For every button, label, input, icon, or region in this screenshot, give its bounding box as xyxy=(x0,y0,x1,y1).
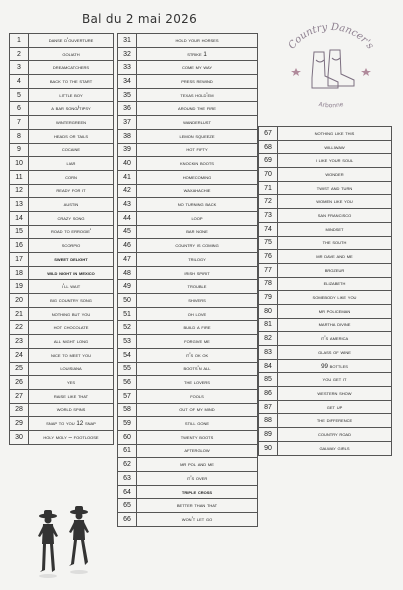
dance-number: 57 xyxy=(118,389,137,403)
page-title: Bal du 2 mai 2026 xyxy=(82,12,198,26)
table-row xyxy=(10,34,114,48)
dance-number: 70 xyxy=(259,168,278,182)
table-row xyxy=(118,239,258,253)
table-row xyxy=(118,75,258,89)
dance-title: twenty boots xyxy=(137,430,258,444)
dance-number: 64 xyxy=(118,485,137,499)
dance-title: elizabeth xyxy=(278,277,392,291)
dance-number: 27 xyxy=(10,389,29,403)
table-row xyxy=(10,307,114,321)
dance-number: 49 xyxy=(118,280,137,294)
table-row xyxy=(259,441,392,455)
dance-number: 60 xyxy=(118,430,137,444)
dance-number: 76 xyxy=(259,250,278,264)
table-row xyxy=(259,291,392,305)
table-row xyxy=(259,387,392,401)
table-row xyxy=(10,211,114,225)
dance-title: trouble xyxy=(137,280,258,294)
dance-number: 75 xyxy=(259,236,278,250)
table-row xyxy=(10,47,114,61)
table-row xyxy=(10,225,114,239)
table-row xyxy=(10,157,114,171)
dance-title: knockin boots xyxy=(137,157,258,171)
dance-title: nothing like this xyxy=(278,127,392,141)
dance-number: 18 xyxy=(10,266,29,280)
table-row xyxy=(118,430,258,444)
table-row xyxy=(118,143,258,157)
table-row xyxy=(118,266,258,280)
table-row xyxy=(118,170,258,184)
dance-number: 22 xyxy=(10,321,29,335)
dance-number: 48 xyxy=(118,266,137,280)
dance-number: 31 xyxy=(118,34,137,48)
boots-logo-icon xyxy=(272,20,390,112)
table-row xyxy=(118,34,258,48)
dance-title: texas hold'em xyxy=(137,88,258,102)
dance-number: 14 xyxy=(10,211,29,225)
dance-number: 83 xyxy=(259,346,278,360)
dance-title: country is coming xyxy=(137,239,258,253)
dance-title: out of my mind xyxy=(137,403,258,417)
table-row xyxy=(259,127,392,141)
dance-title: wonder xyxy=(278,168,392,182)
dance-title: get up xyxy=(278,400,392,414)
table-row xyxy=(10,116,114,130)
dance-number: 63 xyxy=(118,472,137,486)
dance-number: 32 xyxy=(118,47,137,61)
table-row xyxy=(10,143,114,157)
table-row xyxy=(259,250,392,264)
table-row xyxy=(118,472,258,486)
dance-title: still gone xyxy=(137,417,258,431)
dance-title: all night long xyxy=(29,335,114,349)
table-row xyxy=(259,373,392,387)
dance-title: sweet delight xyxy=(29,253,114,267)
dance-list-column-1 xyxy=(9,33,114,445)
dance-number: 45 xyxy=(118,225,137,239)
dance-number: 3 xyxy=(10,61,29,75)
dance-number: 17 xyxy=(10,253,29,267)
dance-number: 25 xyxy=(10,362,29,376)
table-row xyxy=(10,253,114,267)
dance-number: 84 xyxy=(259,359,278,373)
dance-number: 79 xyxy=(259,291,278,305)
table-row xyxy=(259,359,392,373)
dance-number: 21 xyxy=(10,307,29,321)
dance-title: snap to you 12 snap xyxy=(29,417,114,431)
dance-title: crazy song xyxy=(29,211,114,225)
dance-number: 33 xyxy=(118,61,137,75)
table-row xyxy=(10,129,114,143)
dance-number: 77 xyxy=(259,263,278,277)
table-row xyxy=(118,499,258,513)
dance-title: strike 1 xyxy=(137,47,258,61)
dance-number: 89 xyxy=(259,428,278,442)
dance-title: fools xyxy=(137,389,258,403)
table-row xyxy=(259,236,392,250)
dance-number: 10 xyxy=(10,157,29,171)
dance-title: mindset xyxy=(278,222,392,236)
dance-number: 38 xyxy=(118,129,137,143)
dance-title: no turning back xyxy=(137,198,258,212)
table-row xyxy=(10,239,114,253)
dance-number: 19 xyxy=(10,280,29,294)
dance-title: road to errogie' xyxy=(29,225,114,239)
dance-number: 40 xyxy=(118,157,137,171)
dance-number: 61 xyxy=(118,444,137,458)
dance-title: it's ok ok xyxy=(137,348,258,362)
dancers-icon xyxy=(36,498,98,580)
dance-title: waxahachie xyxy=(137,184,258,198)
table-row xyxy=(10,403,114,417)
dance-number: 82 xyxy=(259,332,278,346)
dance-number: 30 xyxy=(10,430,29,444)
dance-number: 78 xyxy=(259,277,278,291)
dance-title: 99 bottles xyxy=(278,359,392,373)
table-row xyxy=(259,195,392,209)
table-row xyxy=(259,414,392,428)
dance-number: 44 xyxy=(118,211,137,225)
dance-title: you get it xyxy=(278,373,392,387)
table-row xyxy=(118,362,258,376)
dance-number: 5 xyxy=(10,88,29,102)
dance-number: 12 xyxy=(10,184,29,198)
dance-title: i'll wait xyxy=(29,280,114,294)
table-row xyxy=(118,47,258,61)
dance-title: williwaw xyxy=(278,140,392,154)
dance-title: trilogy xyxy=(137,253,258,267)
dance-title: scorpio xyxy=(29,239,114,253)
dance-number: 15 xyxy=(10,225,29,239)
dance-title: ready for it xyxy=(29,184,114,198)
dance-title: wanderlust xyxy=(137,116,258,130)
table-row xyxy=(10,376,114,390)
dance-title: a bar song/tipsy xyxy=(29,102,114,116)
dance-number: 81 xyxy=(259,318,278,332)
dance-number: 2 xyxy=(10,47,29,61)
dance-title: mr pol and me xyxy=(137,458,258,472)
dance-title: galway girls xyxy=(278,441,392,455)
dance-number: 24 xyxy=(10,348,29,362)
table-row xyxy=(118,129,258,143)
dance-number: 86 xyxy=(259,387,278,401)
dance-title: twist and turn xyxy=(278,181,392,195)
table-row xyxy=(259,304,392,318)
dance-title: won't let go xyxy=(137,513,258,527)
table-row xyxy=(10,184,114,198)
dance-number: 47 xyxy=(118,253,137,267)
table-row xyxy=(10,266,114,280)
dance-title: press rewind xyxy=(137,75,258,89)
dance-number: 13 xyxy=(10,198,29,212)
dance-title: lemon squeeze xyxy=(137,129,258,143)
dance-number: 23 xyxy=(10,335,29,349)
dance-number: 62 xyxy=(118,458,137,472)
dance-title: somebody like you xyxy=(278,291,392,305)
dance-number: 72 xyxy=(259,195,278,209)
dance-number: 68 xyxy=(259,140,278,154)
dance-title: liar xyxy=(29,157,114,171)
table-row xyxy=(118,184,258,198)
dance-title: triple cross xyxy=(137,485,258,499)
table-row xyxy=(118,294,258,308)
dance-number: 88 xyxy=(259,414,278,428)
dance-title: afterglow xyxy=(137,444,258,458)
dance-title: hold your horses xyxy=(137,34,258,48)
dance-title: hot fifty xyxy=(137,143,258,157)
dance-title: western show xyxy=(278,387,392,401)
table-row xyxy=(10,430,114,444)
dance-title: the lovers xyxy=(137,376,258,390)
dance-number: 55 xyxy=(118,362,137,376)
dance-number: 29 xyxy=(10,417,29,431)
dance-title: martha divine xyxy=(278,318,392,332)
dance-number: 56 xyxy=(118,376,137,390)
dance-title: it's america xyxy=(278,332,392,346)
table-row xyxy=(118,513,258,527)
table-row xyxy=(259,400,392,414)
dance-title: heads or tails xyxy=(29,129,114,143)
dance-title: the south xyxy=(278,236,392,250)
table-row xyxy=(118,225,258,239)
dance-title: corn xyxy=(29,170,114,184)
dance-number: 26 xyxy=(10,376,29,390)
club-logo xyxy=(272,20,390,112)
dance-number: 39 xyxy=(118,143,137,157)
table-row xyxy=(259,318,392,332)
table-row xyxy=(259,346,392,360)
dance-title: irish spirit xyxy=(137,266,258,280)
dance-number: 9 xyxy=(10,143,29,157)
dance-list-column-3 xyxy=(258,126,392,456)
dance-number: 41 xyxy=(118,170,137,184)
dance-number: 34 xyxy=(118,75,137,89)
dance-number: 71 xyxy=(259,181,278,195)
dance-number: 1 xyxy=(10,34,29,48)
dance-number: 67 xyxy=(259,127,278,141)
table-row xyxy=(118,444,258,458)
table-row xyxy=(118,348,258,362)
dance-number: 51 xyxy=(118,307,137,321)
table-row xyxy=(10,294,114,308)
dance-number: 28 xyxy=(10,403,29,417)
table-row xyxy=(118,321,258,335)
dance-number: 54 xyxy=(118,348,137,362)
table-row xyxy=(118,307,258,321)
dance-title: country road xyxy=(278,428,392,442)
dance-title: women like you xyxy=(278,195,392,209)
dance-title: the difference xyxy=(278,414,392,428)
logo-text-bottom: Arbonne xyxy=(317,100,345,110)
dance-title: san francisco xyxy=(278,209,392,223)
dance-number: 35 xyxy=(118,88,137,102)
dance-number: 66 xyxy=(118,513,137,527)
table-row xyxy=(118,335,258,349)
dance-title: yes xyxy=(29,376,114,390)
table-row xyxy=(10,321,114,335)
dance-title: danse d'ouverture xyxy=(29,34,114,48)
dance-title: mr policeman xyxy=(278,304,392,318)
dance-title: build a fire xyxy=(137,321,258,335)
dance-title: nothing but you xyxy=(29,307,114,321)
table-row xyxy=(10,170,114,184)
table-row xyxy=(10,88,114,102)
dance-title: around the fire xyxy=(137,102,258,116)
dance-title: nice to meet you xyxy=(29,348,114,362)
table-row xyxy=(10,417,114,431)
table-row xyxy=(259,209,392,223)
table-row xyxy=(118,389,258,403)
table-row xyxy=(10,75,114,89)
dance-number: 74 xyxy=(259,222,278,236)
table-row xyxy=(10,61,114,75)
table-row xyxy=(10,389,114,403)
dance-number: 36 xyxy=(118,102,137,116)
dance-number: 16 xyxy=(10,239,29,253)
dance-number: 20 xyxy=(10,294,29,308)
table-row xyxy=(10,102,114,116)
table-row xyxy=(259,181,392,195)
dance-number: 43 xyxy=(118,198,137,212)
dance-title: come my way xyxy=(137,61,258,75)
dance-title: holy moly – footloose xyxy=(29,430,114,444)
dance-title: i like your soul xyxy=(278,154,392,168)
dance-number: 37 xyxy=(118,116,137,130)
dance-title: glass of wine xyxy=(278,346,392,360)
dance-number: 73 xyxy=(259,209,278,223)
table-row xyxy=(118,458,258,472)
table-row xyxy=(118,198,258,212)
dance-title: wintergreen xyxy=(29,116,114,130)
dance-title: raise like that xyxy=(29,389,114,403)
dance-number: 59 xyxy=(118,417,137,431)
dance-number: 11 xyxy=(10,170,29,184)
dance-title: better than that xyxy=(137,499,258,513)
dance-title: little boy xyxy=(29,88,114,102)
table-row xyxy=(118,253,258,267)
dance-number: 58 xyxy=(118,403,137,417)
dance-number: 69 xyxy=(259,154,278,168)
dance-title: brozeur xyxy=(278,263,392,277)
dance-title: louisiana xyxy=(29,362,114,376)
table-row xyxy=(118,102,258,116)
table-row xyxy=(10,198,114,212)
table-row xyxy=(259,168,392,182)
dance-title: austin xyxy=(29,198,114,212)
table-row xyxy=(118,88,258,102)
table-row xyxy=(10,280,114,294)
dance-title: oh love xyxy=(137,307,258,321)
dance-title: goliath xyxy=(29,47,114,61)
dance-number: 4 xyxy=(10,75,29,89)
table-row xyxy=(118,61,258,75)
table-row xyxy=(118,376,258,390)
table-row xyxy=(10,348,114,362)
dance-title: forgive me xyxy=(137,335,258,349)
dance-title: dreamcatchers xyxy=(29,61,114,75)
dance-number: 7 xyxy=(10,116,29,130)
dance-number: 87 xyxy=(259,400,278,414)
logo-text-top: Country Dancer's xyxy=(286,21,376,52)
dance-title: homecoming xyxy=(137,170,258,184)
table-row xyxy=(259,277,392,291)
dance-number: 90 xyxy=(259,441,278,455)
dance-number: 52 xyxy=(118,321,137,335)
dance-title: bar none xyxy=(137,225,258,239)
table-row xyxy=(259,222,392,236)
table-row xyxy=(118,157,258,171)
dance-title: mr dave and me xyxy=(278,250,392,264)
table-row xyxy=(259,140,392,154)
dance-number: 50 xyxy=(118,294,137,308)
dance-title: wild night in mexico xyxy=(29,266,114,280)
dance-title: boots'n all xyxy=(137,362,258,376)
dance-title: loop xyxy=(137,211,258,225)
dance-title: big country song xyxy=(29,294,114,308)
table-row xyxy=(259,154,392,168)
table-row xyxy=(118,211,258,225)
dance-number: 8 xyxy=(10,129,29,143)
table-row xyxy=(10,335,114,349)
table-row xyxy=(259,332,392,346)
dance-title: world spins xyxy=(29,403,114,417)
dance-number: 85 xyxy=(259,373,278,387)
dance-title: cocaine xyxy=(29,143,114,157)
dance-title: hot chocolate xyxy=(29,321,114,335)
dance-number: 53 xyxy=(118,335,137,349)
dance-number: 42 xyxy=(118,184,137,198)
dance-title: back to the start xyxy=(29,75,114,89)
table-row xyxy=(10,362,114,376)
table-row xyxy=(118,403,258,417)
table-row xyxy=(259,263,392,277)
table-row xyxy=(118,280,258,294)
table-row xyxy=(259,428,392,442)
table-row xyxy=(118,485,258,499)
dance-title: shivers xyxy=(137,294,258,308)
dance-number: 46 xyxy=(118,239,137,253)
dance-number: 80 xyxy=(259,304,278,318)
dance-number: 65 xyxy=(118,499,137,513)
dance-title: it's over xyxy=(137,472,258,486)
table-row xyxy=(118,417,258,431)
table-row xyxy=(118,116,258,130)
dance-number: 6 xyxy=(10,102,29,116)
dance-list-column-2 xyxy=(117,33,258,527)
